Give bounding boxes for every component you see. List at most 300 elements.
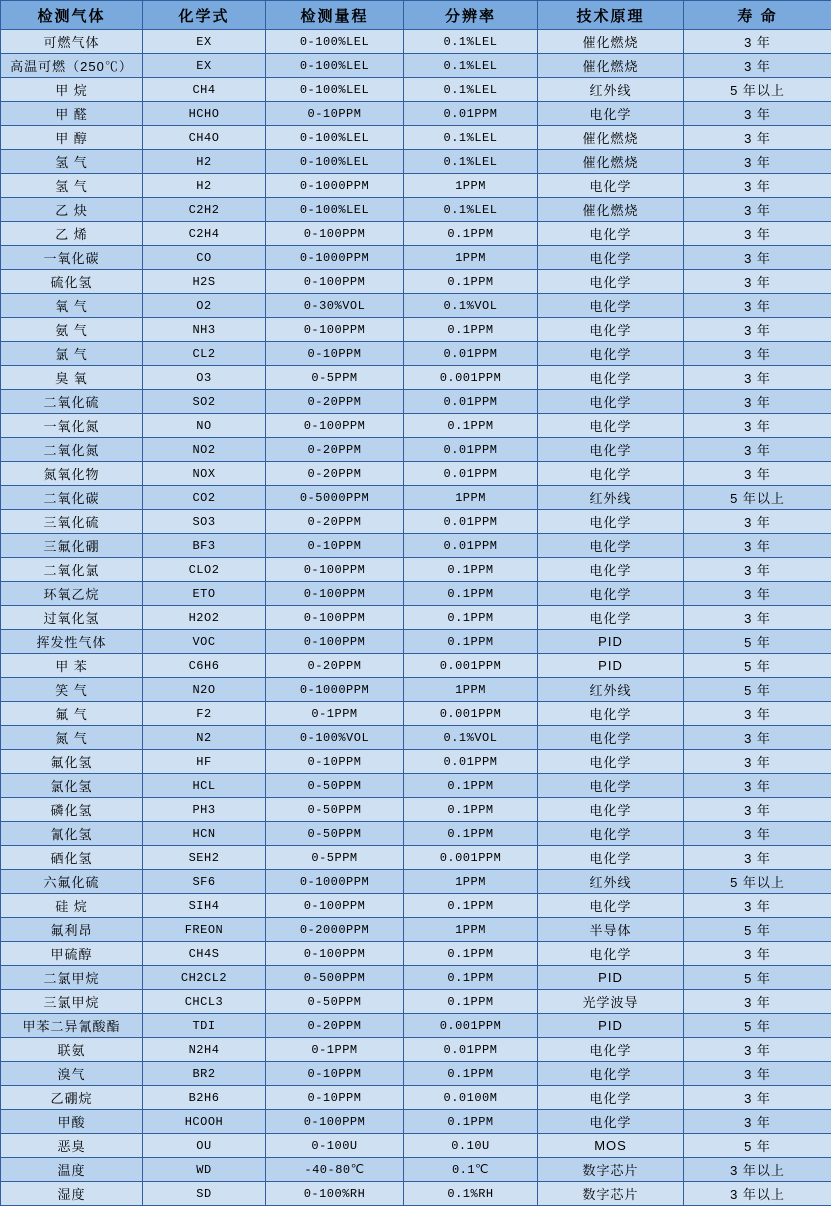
- cell-formula: HCN: [143, 822, 266, 846]
- table-row: [1, 102, 831, 126]
- cell-lifetime: 3 年: [684, 894, 831, 918]
- cell-range: 0-100U: [266, 1134, 404, 1158]
- cell-resolution: 0.01PPM: [404, 390, 538, 414]
- cell-resolution: 0.01PPM: [404, 342, 538, 366]
- cell-range: 0-1000PPM: [266, 870, 404, 894]
- table-row: [1, 822, 831, 846]
- cell-lifetime: 5 年: [684, 1014, 831, 1038]
- cell-range: 0-50PPM: [266, 798, 404, 822]
- cell-technology: 催化燃烧: [538, 54, 684, 78]
- cell-lifetime: 3 年: [684, 414, 831, 438]
- cell-resolution: 0.1℃: [404, 1158, 538, 1182]
- table-row: [1, 1062, 831, 1086]
- cell-resolution: 0.1%VOL: [404, 726, 538, 750]
- cell-formula: HCL: [143, 774, 266, 798]
- cell-gas: 氢 气: [1, 150, 143, 174]
- cell-formula: FREON: [143, 918, 266, 942]
- cell-resolution: 0.01PPM: [404, 1038, 538, 1062]
- table-row: [1, 966, 831, 990]
- cell-resolution: 0.1%LEL: [404, 30, 538, 54]
- cell-formula: SEH2: [143, 846, 266, 870]
- cell-technology: 电化学: [538, 822, 684, 846]
- cell-formula: CH4: [143, 78, 266, 102]
- cell-formula: NH3: [143, 318, 266, 342]
- table-row: [1, 558, 831, 582]
- table-row: [1, 510, 831, 534]
- table-row: [1, 750, 831, 774]
- cell-lifetime: 5 年: [684, 654, 831, 678]
- cell-resolution: 0.1PPM: [404, 582, 538, 606]
- cell-resolution: 0.01PPM: [404, 750, 538, 774]
- cell-formula: H2S: [143, 270, 266, 294]
- cell-technology: 催化燃烧: [538, 198, 684, 222]
- cell-gas: 甲酸: [1, 1110, 143, 1134]
- cell-formula: TDI: [143, 1014, 266, 1038]
- cell-gas: 氨 气: [1, 318, 143, 342]
- cell-technology: 电化学: [538, 558, 684, 582]
- cell-lifetime: 3 年: [684, 534, 831, 558]
- cell-formula: H2: [143, 174, 266, 198]
- cell-gas: 三氧化硫: [1, 510, 143, 534]
- cell-resolution: 0.1PPM: [404, 774, 538, 798]
- cell-gas: 乙硼烷: [1, 1086, 143, 1110]
- cell-technology: 电化学: [538, 390, 684, 414]
- cell-gas: 溴气: [1, 1062, 143, 1086]
- cell-formula: SO3: [143, 510, 266, 534]
- cell-lifetime: 3 年: [684, 438, 831, 462]
- column-header-technology: 技术原理: [538, 1, 684, 30]
- cell-technology: 红外线: [538, 486, 684, 510]
- cell-lifetime: 5 年: [684, 918, 831, 942]
- cell-resolution: 0.1PPM: [404, 798, 538, 822]
- cell-lifetime: 3 年: [684, 774, 831, 798]
- cell-lifetime: 3 年: [684, 294, 831, 318]
- cell-resolution: 0.01PPM: [404, 438, 538, 462]
- cell-range: 0-100%LEL: [266, 198, 404, 222]
- table-row: [1, 126, 831, 150]
- cell-resolution: 0.1PPM: [404, 1062, 538, 1086]
- cell-lifetime: 3 年: [684, 798, 831, 822]
- cell-technology: 电化学: [538, 294, 684, 318]
- cell-gas: 氧 气: [1, 294, 143, 318]
- cell-gas: 氮氧化物: [1, 462, 143, 486]
- cell-gas: 温度: [1, 1158, 143, 1182]
- cell-resolution: 1PPM: [404, 918, 538, 942]
- cell-gas: 二氧化碳: [1, 486, 143, 510]
- table-row: [1, 726, 831, 750]
- cell-gas: 氢 气: [1, 174, 143, 198]
- cell-lifetime: 3 年: [684, 582, 831, 606]
- table-row: [1, 246, 831, 270]
- table-row: [1, 1158, 831, 1182]
- cell-technology: 数字芯片: [538, 1158, 684, 1182]
- cell-range: 0-5000PPM: [266, 486, 404, 510]
- cell-range: 0-20PPM: [266, 462, 404, 486]
- cell-range: 0-20PPM: [266, 1014, 404, 1038]
- cell-resolution: 1PPM: [404, 174, 538, 198]
- cell-lifetime: 3 年: [684, 1062, 831, 1086]
- cell-resolution: 0.1PPM: [404, 894, 538, 918]
- cell-resolution: 0.01PPM: [404, 462, 538, 486]
- table-row: [1, 678, 831, 702]
- cell-gas: 二氧化氮: [1, 438, 143, 462]
- cell-range: 0-5PPM: [266, 366, 404, 390]
- cell-lifetime: 3 年: [684, 726, 831, 750]
- cell-gas: 乙 烯: [1, 222, 143, 246]
- table-row: [1, 462, 831, 486]
- table-row: [1, 198, 831, 222]
- cell-gas: 硫化氢: [1, 270, 143, 294]
- cell-technology: 红外线: [538, 870, 684, 894]
- cell-gas: 氮 气: [1, 726, 143, 750]
- cell-range: 0-10PPM: [266, 750, 404, 774]
- cell-lifetime: 3 年: [684, 1038, 831, 1062]
- table-row: [1, 270, 831, 294]
- cell-range: 0-100%LEL: [266, 54, 404, 78]
- cell-gas: 甲硫醇: [1, 942, 143, 966]
- table-row: [1, 798, 831, 822]
- cell-technology: 半导体: [538, 918, 684, 942]
- cell-formula: H2: [143, 150, 266, 174]
- cell-technology: 电化学: [538, 774, 684, 798]
- cell-gas: 挥发性气体: [1, 630, 143, 654]
- cell-lifetime: 3 年: [684, 174, 831, 198]
- cell-technology: 电化学: [538, 270, 684, 294]
- cell-range: 0-30%VOL: [266, 294, 404, 318]
- cell-formula: NOX: [143, 462, 266, 486]
- cell-formula: CL2: [143, 342, 266, 366]
- cell-range: 0-10PPM: [266, 1062, 404, 1086]
- cell-gas: 过氧化氢: [1, 606, 143, 630]
- cell-lifetime: 3 年: [684, 198, 831, 222]
- cell-technology: 电化学: [538, 726, 684, 750]
- cell-range: 0-20PPM: [266, 654, 404, 678]
- cell-lifetime: 3 年: [684, 702, 831, 726]
- cell-gas: 二氧化硫: [1, 390, 143, 414]
- cell-formula: N2O: [143, 678, 266, 702]
- cell-resolution: 1PPM: [404, 678, 538, 702]
- cell-range: 0-20PPM: [266, 438, 404, 462]
- cell-lifetime: 3 年: [684, 318, 831, 342]
- cell-lifetime: 3 年: [684, 390, 831, 414]
- cell-gas: 二氧化氯: [1, 558, 143, 582]
- cell-formula: CO2: [143, 486, 266, 510]
- column-header-gas: 检测气体: [1, 1, 143, 30]
- cell-range: 0-100%RH: [266, 1182, 404, 1206]
- cell-range: 0-100PPM: [266, 894, 404, 918]
- cell-resolution: 0.01PPM: [404, 534, 538, 558]
- cell-formula: CO: [143, 246, 266, 270]
- cell-technology: 电化学: [538, 702, 684, 726]
- cell-lifetime: 3 年: [684, 846, 831, 870]
- cell-formula: WD: [143, 1158, 266, 1182]
- cell-resolution: 1PPM: [404, 870, 538, 894]
- cell-range: 0-100PPM: [266, 582, 404, 606]
- cell-lifetime: 3 年: [684, 606, 831, 630]
- cell-technology: 电化学: [538, 1110, 684, 1134]
- cell-lifetime: 3 年: [684, 270, 831, 294]
- table-row: [1, 630, 831, 654]
- cell-formula: OU: [143, 1134, 266, 1158]
- cell-technology: 电化学: [538, 1086, 684, 1110]
- cell-technology: 电化学: [538, 462, 684, 486]
- cell-resolution: 0.1%LEL: [404, 150, 538, 174]
- table-row: [1, 654, 831, 678]
- cell-technology: 电化学: [538, 246, 684, 270]
- cell-gas: 环氧乙烷: [1, 582, 143, 606]
- cell-technology: 电化学: [538, 798, 684, 822]
- cell-gas: 二氯甲烷: [1, 966, 143, 990]
- cell-technology: 电化学: [538, 366, 684, 390]
- cell-formula: PH3: [143, 798, 266, 822]
- cell-resolution: 0.1PPM: [404, 990, 538, 1014]
- cell-resolution: 0.1%LEL: [404, 54, 538, 78]
- cell-gas: 氰化氢: [1, 822, 143, 846]
- cell-lifetime: 3 年: [684, 366, 831, 390]
- cell-resolution: 0.1PPM: [404, 414, 538, 438]
- cell-resolution: 0.1%LEL: [404, 198, 538, 222]
- cell-technology: 电化学: [538, 942, 684, 966]
- cell-lifetime: 3 年: [684, 510, 831, 534]
- cell-resolution: 0.0100M: [404, 1086, 538, 1110]
- cell-formula: NO2: [143, 438, 266, 462]
- cell-gas: 氟 气: [1, 702, 143, 726]
- cell-gas: 湿度: [1, 1182, 143, 1206]
- cell-resolution: 0.10U: [404, 1134, 538, 1158]
- cell-range: 0-10PPM: [266, 534, 404, 558]
- table-row: [1, 846, 831, 870]
- cell-technology: 光学波导: [538, 990, 684, 1014]
- cell-range: 0-100PPM: [266, 270, 404, 294]
- cell-lifetime: 5 年以上: [684, 870, 831, 894]
- table-row: [1, 894, 831, 918]
- cell-technology: 红外线: [538, 678, 684, 702]
- cell-range: 0-100PPM: [266, 942, 404, 966]
- cell-gas: 乙 炔: [1, 198, 143, 222]
- cell-formula: C2H2: [143, 198, 266, 222]
- table-row: [1, 918, 831, 942]
- cell-range: 0-100PPM: [266, 414, 404, 438]
- table-row: [1, 1110, 831, 1134]
- cell-technology: 催化燃烧: [538, 30, 684, 54]
- cell-resolution: 0.1%LEL: [404, 126, 538, 150]
- cell-technology: 催化燃烧: [538, 150, 684, 174]
- table-row: [1, 174, 831, 198]
- cell-technology: 电化学: [538, 846, 684, 870]
- cell-lifetime: 3 年: [684, 126, 831, 150]
- cell-range: 0-1000PPM: [266, 174, 404, 198]
- cell-range: 0-100PPM: [266, 630, 404, 654]
- cell-formula: SO2: [143, 390, 266, 414]
- cell-technology: MOS: [538, 1134, 684, 1158]
- cell-lifetime: 3 年: [684, 462, 831, 486]
- cell-lifetime: 5 年以上: [684, 486, 831, 510]
- cell-formula: O3: [143, 366, 266, 390]
- cell-range: 0-50PPM: [266, 774, 404, 798]
- cell-formula: SIH4: [143, 894, 266, 918]
- cell-formula: CH4O: [143, 126, 266, 150]
- cell-resolution: 1PPM: [404, 486, 538, 510]
- cell-resolution: 0.1PPM: [404, 630, 538, 654]
- cell-lifetime: 3 年: [684, 222, 831, 246]
- cell-formula: CHCL3: [143, 990, 266, 1014]
- cell-range: 0-2000PPM: [266, 918, 404, 942]
- cell-technology: 电化学: [538, 750, 684, 774]
- cell-lifetime: 3 年: [684, 150, 831, 174]
- table-row: [1, 30, 831, 54]
- cell-range: 0-100%LEL: [266, 150, 404, 174]
- cell-resolution: 0.001PPM: [404, 1014, 538, 1038]
- cell-formula: CLO2: [143, 558, 266, 582]
- cell-technology: 电化学: [538, 414, 684, 438]
- cell-lifetime: 5 年: [684, 966, 831, 990]
- cell-technology: 电化学: [538, 534, 684, 558]
- column-header-resolution: 分辨率: [404, 1, 538, 30]
- table-row: [1, 150, 831, 174]
- cell-formula: F2: [143, 702, 266, 726]
- cell-formula: VOC: [143, 630, 266, 654]
- cell-lifetime: 5 年: [684, 630, 831, 654]
- cell-gas: 氟化氢: [1, 750, 143, 774]
- cell-resolution: 0.01PPM: [404, 102, 538, 126]
- cell-gas: 笑 气: [1, 678, 143, 702]
- cell-resolution: 0.001PPM: [404, 702, 538, 726]
- table-row: [1, 294, 831, 318]
- cell-technology: PID: [538, 654, 684, 678]
- cell-range: 0-100%LEL: [266, 126, 404, 150]
- cell-resolution: 0.1PPM: [404, 822, 538, 846]
- table-body: [1, 30, 831, 1206]
- cell-gas: 硅 烷: [1, 894, 143, 918]
- cell-lifetime: 5 年: [684, 1134, 831, 1158]
- column-header-range: 检测量程: [266, 1, 404, 30]
- cell-formula: B2H6: [143, 1086, 266, 1110]
- cell-technology: 催化燃烧: [538, 126, 684, 150]
- cell-resolution: 0.01PPM: [404, 510, 538, 534]
- cell-formula: C2H4: [143, 222, 266, 246]
- cell-lifetime: 3 年: [684, 822, 831, 846]
- cell-formula: O2: [143, 294, 266, 318]
- table-row: [1, 342, 831, 366]
- table-row: [1, 222, 831, 246]
- cell-lifetime: 3 年: [684, 102, 831, 126]
- table-row: [1, 1182, 831, 1206]
- cell-technology: 电化学: [538, 894, 684, 918]
- table-row: [1, 1086, 831, 1110]
- cell-gas: 氯化氢: [1, 774, 143, 798]
- cell-formula: H2O2: [143, 606, 266, 630]
- cell-technology: 电化学: [538, 318, 684, 342]
- cell-lifetime: 3 年: [684, 30, 831, 54]
- table-row: [1, 54, 831, 78]
- cell-gas: 恶臭: [1, 1134, 143, 1158]
- cell-range: 0-10PPM: [266, 342, 404, 366]
- cell-resolution: 0.1%VOL: [404, 294, 538, 318]
- cell-technology: PID: [538, 966, 684, 990]
- cell-resolution: 0.1%LEL: [404, 78, 538, 102]
- cell-range: 0-10PPM: [266, 102, 404, 126]
- cell-resolution: 0.1PPM: [404, 558, 538, 582]
- cell-technology: 电化学: [538, 342, 684, 366]
- cell-gas: 三氟化硼: [1, 534, 143, 558]
- cell-gas: 甲苯二异氰酸酯: [1, 1014, 143, 1038]
- cell-range: 0-100PPM: [266, 606, 404, 630]
- cell-range: 0-1PPM: [266, 1038, 404, 1062]
- cell-range: 0-5PPM: [266, 846, 404, 870]
- cell-range: 0-500PPM: [266, 966, 404, 990]
- cell-technology: PID: [538, 630, 684, 654]
- table-row: [1, 78, 831, 102]
- cell-range: -40-80℃: [266, 1158, 404, 1182]
- cell-technology: 电化学: [538, 510, 684, 534]
- table-row: [1, 534, 831, 558]
- table-row: [1, 1134, 831, 1158]
- cell-gas: 甲 苯: [1, 654, 143, 678]
- cell-gas: 高温可燃（250℃）: [1, 54, 143, 78]
- cell-formula: N2: [143, 726, 266, 750]
- table-header-row: [1, 1, 831, 30]
- table-row: [1, 942, 831, 966]
- cell-range: 0-100%LEL: [266, 78, 404, 102]
- cell-gas: 甲 烷: [1, 78, 143, 102]
- table-row: [1, 366, 831, 390]
- cell-formula: C6H6: [143, 654, 266, 678]
- column-header-lifetime: 寿 命: [684, 1, 831, 30]
- cell-technology: 电化学: [538, 174, 684, 198]
- cell-gas: 一氧化氮: [1, 414, 143, 438]
- table-row: [1, 990, 831, 1014]
- cell-resolution: 0.1%RH: [404, 1182, 538, 1206]
- cell-range: 0-1000PPM: [266, 246, 404, 270]
- cell-gas: 可燃气体: [1, 30, 143, 54]
- cell-range: 0-1000PPM: [266, 678, 404, 702]
- cell-lifetime: 3 年: [684, 990, 831, 1014]
- cell-formula: CH2CL2: [143, 966, 266, 990]
- cell-technology: 电化学: [538, 1038, 684, 1062]
- cell-range: 0-100PPM: [266, 558, 404, 582]
- cell-range: 0-100%LEL: [266, 30, 404, 54]
- cell-gas: 一氧化碳: [1, 246, 143, 270]
- cell-formula: BF3: [143, 534, 266, 558]
- cell-technology: PID: [538, 1014, 684, 1038]
- cell-lifetime: 3 年: [684, 246, 831, 270]
- cell-gas: 联氨: [1, 1038, 143, 1062]
- cell-gas: 甲 醇: [1, 126, 143, 150]
- table-row: [1, 870, 831, 894]
- cell-lifetime: 3 年: [684, 942, 831, 966]
- cell-resolution: 0.1PPM: [404, 1110, 538, 1134]
- cell-resolution: 1PPM: [404, 246, 538, 270]
- cell-gas: 三氯甲烷: [1, 990, 143, 1014]
- cell-technology: 电化学: [538, 102, 684, 126]
- cell-technology: 数字芯片: [538, 1182, 684, 1206]
- cell-formula: N2H4: [143, 1038, 266, 1062]
- cell-technology: 电化学: [538, 438, 684, 462]
- cell-range: 0-100PPM: [266, 318, 404, 342]
- cell-lifetime: 3 年: [684, 1086, 831, 1110]
- table-row: [1, 702, 831, 726]
- cell-technology: 电化学: [538, 582, 684, 606]
- cell-formula: HF: [143, 750, 266, 774]
- cell-lifetime: 3 年: [684, 342, 831, 366]
- cell-gas: 硒化氢: [1, 846, 143, 870]
- cell-resolution: 0.1PPM: [404, 222, 538, 246]
- cell-range: 0-20PPM: [266, 390, 404, 414]
- cell-gas: 甲 醛: [1, 102, 143, 126]
- cell-resolution: 0.001PPM: [404, 846, 538, 870]
- cell-lifetime: 5 年以上: [684, 78, 831, 102]
- table-row: [1, 486, 831, 510]
